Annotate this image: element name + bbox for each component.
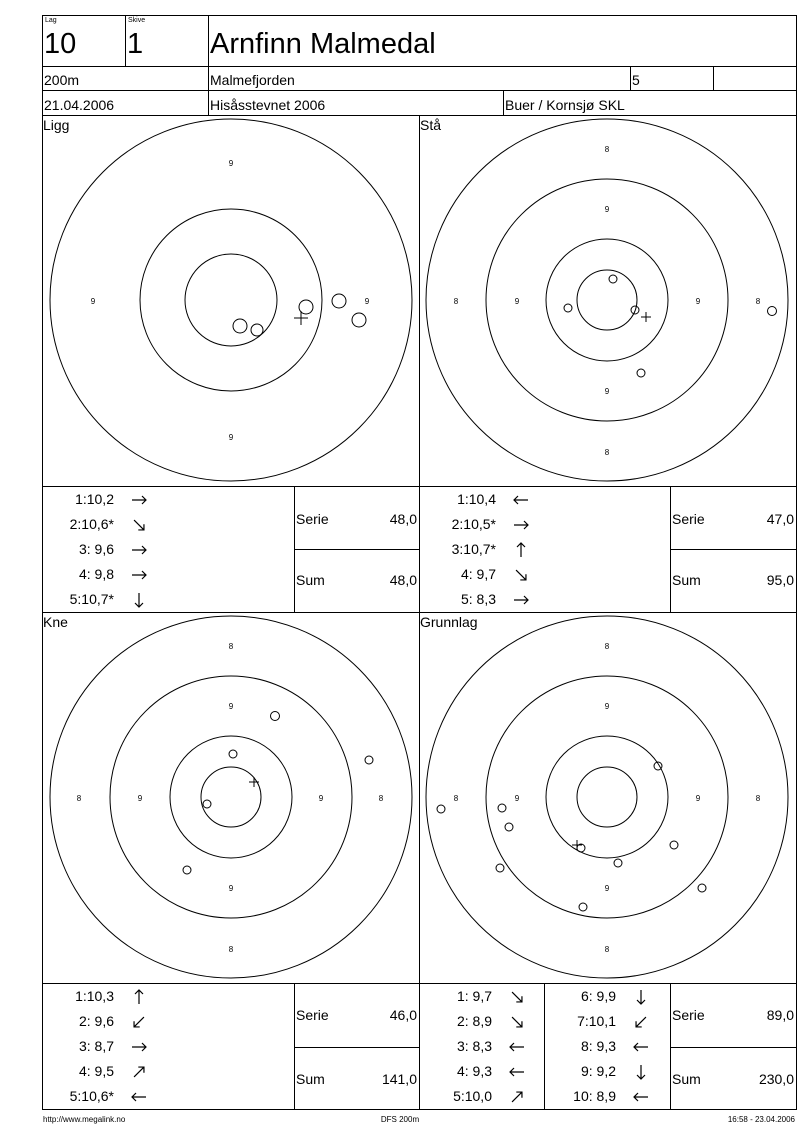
shot-row bbox=[44, 566, 114, 582]
shot-hole bbox=[251, 324, 263, 336]
shot-hole bbox=[698, 884, 706, 892]
ring-label: 9 bbox=[604, 205, 610, 214]
direction-arrow-icon bbox=[508, 988, 526, 1006]
ring bbox=[577, 270, 637, 330]
lag-value: 10 bbox=[44, 28, 77, 60]
direction-arrow-icon bbox=[508, 1063, 526, 1081]
target-title-kne: Kne bbox=[43, 614, 68, 630]
shot-hole bbox=[332, 294, 346, 308]
ring bbox=[546, 239, 668, 361]
shot-row bbox=[420, 491, 496, 507]
ring bbox=[201, 767, 261, 827]
serie-value: 48,0 bbox=[389, 511, 417, 527]
shooter-name: Arnfinn Malmedal bbox=[210, 28, 436, 60]
shot-value: 7:10,1 bbox=[577, 1013, 616, 1029]
shot-row bbox=[44, 1038, 114, 1054]
shot-row bbox=[44, 1013, 114, 1029]
direction-arrow-icon bbox=[512, 541, 530, 559]
shot-value: 1:10,4 bbox=[457, 491, 496, 507]
ring-label: 9 bbox=[228, 433, 234, 442]
shot-value: 1: 9,7 bbox=[456, 988, 492, 1004]
shot-value: 6: 9,9 bbox=[580, 988, 616, 1004]
lag-label: Lag bbox=[45, 17, 57, 24]
footer-program: DFS 200m bbox=[380, 1115, 420, 1124]
ring bbox=[170, 736, 292, 858]
shot-row bbox=[420, 1063, 492, 1079]
shot-hole bbox=[498, 804, 506, 812]
ring-label: 9 bbox=[604, 884, 610, 893]
ring bbox=[140, 209, 322, 391]
shot-value: 4: 9,7 bbox=[460, 566, 496, 582]
shot-row bbox=[420, 591, 496, 607]
shot-hole bbox=[352, 313, 366, 327]
ring-label: 8 bbox=[228, 945, 234, 954]
direction-arrow-icon bbox=[130, 566, 148, 584]
shot-hole bbox=[768, 307, 777, 316]
ring-label: 8 bbox=[453, 794, 459, 803]
ring-label: 9 bbox=[137, 794, 143, 803]
shot-row bbox=[420, 1013, 492, 1029]
serie-label: Serie bbox=[296, 511, 329, 527]
shot-value: 8: 9,3 bbox=[580, 1038, 616, 1054]
ring bbox=[546, 736, 668, 858]
center-of-group-cross bbox=[641, 312, 651, 322]
ring-label: 8 bbox=[604, 145, 610, 154]
shot-value: 5:10,7* bbox=[69, 591, 114, 607]
ring-label: 8 bbox=[755, 297, 761, 306]
shot-value: 3: 8,7 bbox=[78, 1038, 114, 1054]
shot-value: 3:10,7* bbox=[451, 541, 496, 557]
ring bbox=[50, 119, 412, 481]
footer-timestamp: 16:58 - 23.04.2006 bbox=[727, 1115, 795, 1124]
ring-label: 8 bbox=[604, 945, 610, 954]
shot-row bbox=[44, 591, 114, 607]
ring-label: 9 bbox=[364, 297, 370, 306]
direction-arrow-icon bbox=[130, 1088, 148, 1106]
direction-arrow-icon bbox=[130, 541, 148, 559]
shot-value: 4: 9,8 bbox=[78, 566, 114, 582]
serie-label: Serie bbox=[672, 1007, 705, 1023]
ring bbox=[486, 676, 728, 918]
shot-row bbox=[44, 1088, 114, 1104]
ring-label: 9 bbox=[228, 159, 234, 168]
ring bbox=[185, 254, 277, 346]
shot-row bbox=[420, 516, 496, 532]
direction-arrow-icon bbox=[130, 1013, 148, 1031]
direction-arrow-icon bbox=[632, 1038, 650, 1056]
shot-row bbox=[546, 1063, 616, 1079]
distance: 200m bbox=[44, 72, 80, 88]
shot-value: 9: 9,2 bbox=[580, 1063, 616, 1079]
shot-row bbox=[420, 541, 496, 557]
ring-label: 8 bbox=[453, 297, 459, 306]
ring bbox=[50, 616, 412, 978]
sum-value: 230,0 bbox=[758, 1071, 794, 1087]
shot-value: 2: 9,6 bbox=[78, 1013, 114, 1029]
shot-hole bbox=[183, 866, 191, 874]
shot-row bbox=[420, 1038, 492, 1054]
shot-row bbox=[420, 1088, 492, 1104]
footer-url[interactable]: http://www.megalink.no bbox=[43, 1115, 126, 1124]
skive-label: Skive bbox=[128, 17, 146, 24]
direction-arrow-icon bbox=[130, 491, 148, 509]
direction-arrow-icon bbox=[508, 1013, 526, 1031]
direction-arrow-icon bbox=[512, 516, 530, 534]
shot-value: 3: 8,3 bbox=[456, 1038, 492, 1054]
center-of-group-cross bbox=[249, 777, 259, 787]
direction-arrow-icon bbox=[512, 591, 530, 609]
direction-arrow-icon bbox=[130, 516, 148, 534]
shot-value: 10: 8,9 bbox=[573, 1088, 616, 1104]
shot-row bbox=[44, 988, 114, 1004]
serie-value: 46,0 bbox=[389, 1007, 417, 1023]
shot-row bbox=[44, 491, 114, 507]
ring bbox=[426, 616, 788, 978]
ring bbox=[577, 767, 637, 827]
shot-row bbox=[546, 988, 616, 1004]
shot-row bbox=[420, 566, 496, 582]
shot-hole bbox=[614, 859, 622, 867]
direction-arrow-icon bbox=[512, 566, 530, 584]
sum-label: Sum bbox=[672, 1071, 701, 1087]
ring-label: 9 bbox=[604, 387, 610, 396]
shot-hole bbox=[437, 805, 445, 813]
direction-arrow-icon bbox=[130, 1038, 148, 1056]
skive-value: 1 bbox=[127, 28, 144, 60]
sum-value: 95,0 bbox=[766, 572, 794, 588]
sum-label: Sum bbox=[296, 1071, 325, 1087]
shot-row bbox=[420, 988, 492, 1004]
shot-hole bbox=[609, 275, 617, 283]
sum-value: 48,0 bbox=[389, 572, 417, 588]
ring-label: 9 bbox=[604, 702, 610, 711]
direction-arrow-icon bbox=[508, 1088, 526, 1106]
shot-value: 1:10,2 bbox=[75, 491, 114, 507]
shot-value: 3: 9,6 bbox=[78, 541, 114, 557]
shot-row bbox=[546, 1088, 616, 1104]
ring bbox=[486, 179, 728, 421]
target-sta bbox=[420, 116, 796, 486]
shot-value: 5:10,0 bbox=[453, 1088, 492, 1104]
ring-label: 9 bbox=[514, 794, 520, 803]
shot-value: 5:10,6* bbox=[69, 1088, 114, 1104]
shot-hole bbox=[505, 823, 513, 831]
target-ligg bbox=[43, 116, 419, 486]
center-of-group-cross bbox=[294, 311, 308, 325]
shot-value: 2:10,6* bbox=[69, 516, 114, 532]
direction-arrow-icon bbox=[632, 1088, 650, 1106]
serie-label: Serie bbox=[296, 1007, 329, 1023]
shot-hole bbox=[564, 304, 572, 312]
shot-value: 1:10,3 bbox=[75, 988, 114, 1004]
direction-arrow-icon bbox=[130, 1063, 148, 1081]
sum-label: Sum bbox=[672, 572, 701, 588]
ring-label: 8 bbox=[604, 642, 610, 651]
ring-label: 9 bbox=[695, 297, 701, 306]
sum-label: Sum bbox=[296, 572, 325, 588]
shot-value: 2: 8,9 bbox=[456, 1013, 492, 1029]
shot-hole bbox=[365, 756, 373, 764]
shot-hole bbox=[233, 319, 247, 333]
shot-hole bbox=[579, 903, 587, 911]
shot-row bbox=[546, 1038, 616, 1054]
ring-label: 8 bbox=[755, 794, 761, 803]
target-grunnlag bbox=[420, 613, 796, 983]
event: Hisåsstevnet 2006 bbox=[210, 97, 326, 113]
direction-arrow-icon bbox=[632, 1063, 650, 1081]
direction-arrow-icon bbox=[508, 1038, 526, 1056]
shot-hole bbox=[229, 750, 237, 758]
ring-label: 9 bbox=[228, 884, 234, 893]
shot-value: 4: 9,5 bbox=[78, 1063, 114, 1079]
target-title-ligg: Ligg bbox=[43, 117, 70, 133]
serie-label: Serie bbox=[672, 511, 705, 527]
sum-value: 141,0 bbox=[381, 1071, 417, 1087]
serie-value: 47,0 bbox=[766, 511, 794, 527]
place: Malmefjorden bbox=[210, 72, 295, 88]
direction-arrow-icon bbox=[632, 988, 650, 1006]
direction-arrow-icon bbox=[512, 491, 530, 509]
shot-hole bbox=[637, 369, 645, 377]
shot-hole bbox=[670, 841, 678, 849]
shot-value: 2:10,5* bbox=[451, 516, 496, 532]
shot-row bbox=[44, 1063, 114, 1079]
ring-label: 9 bbox=[514, 297, 520, 306]
target-title-grunnlag: Grunnlag bbox=[420, 614, 478, 630]
direction-arrow-icon bbox=[130, 591, 148, 609]
shot-hole bbox=[496, 864, 504, 872]
target-kne bbox=[43, 613, 419, 983]
direction-arrow-icon bbox=[632, 1013, 650, 1031]
date: 21.04.2006 bbox=[44, 97, 115, 113]
ring bbox=[110, 676, 352, 918]
ring-label: 8 bbox=[228, 642, 234, 651]
shot-row bbox=[44, 516, 114, 532]
target-title-sta: Stå bbox=[420, 117, 442, 133]
ring bbox=[426, 119, 788, 481]
shot-hole bbox=[203, 800, 211, 808]
shot-row bbox=[44, 541, 114, 557]
direction-arrow-icon bbox=[130, 988, 148, 1006]
ring-label: 9 bbox=[318, 794, 324, 803]
ring-label: 9 bbox=[228, 702, 234, 711]
number: 5 bbox=[632, 72, 640, 88]
ring-label: 9 bbox=[695, 794, 701, 803]
shot-hole bbox=[271, 712, 280, 721]
club: Buer / Kornsjø SKL bbox=[505, 97, 625, 113]
ring-label: 8 bbox=[76, 794, 82, 803]
ring-label: 8 bbox=[604, 448, 610, 457]
shot-value: 5: 8,3 bbox=[460, 591, 496, 607]
shot-value: 4: 9,3 bbox=[456, 1063, 492, 1079]
shot-row bbox=[546, 1013, 616, 1029]
ring-label: 8 bbox=[378, 794, 384, 803]
ring-label: 9 bbox=[90, 297, 96, 306]
serie-value: 89,0 bbox=[766, 1007, 794, 1023]
